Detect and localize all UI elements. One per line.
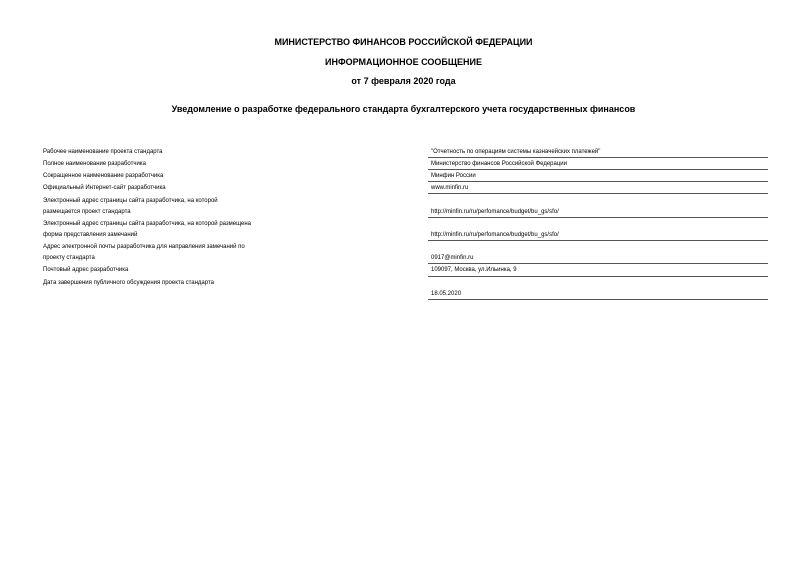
- row-label: Полное наименование разработчика: [43, 161, 146, 167]
- row-divider: [428, 276, 768, 277]
- row-divider: [428, 157, 768, 158]
- row-value: 109097, Москва, ул.Ильинка, 9: [431, 267, 517, 273]
- row-value: 0917@minfin.ru: [431, 255, 474, 261]
- row-label: Электронный адрес страницы сайта разработчика, на которой размещается проект стандарта: [43, 198, 218, 215]
- row-value: Минфин России: [431, 173, 476, 179]
- row-divider: [428, 240, 768, 241]
- ministry-title: МИНИСТЕРСТВО ФИНАНСОВ РОССИЙСКОЙ ФЕДЕРАЦИИ: [274, 37, 533, 47]
- row-divider: [428, 181, 768, 182]
- row-value: "Отчетность по операциям системы казначейских платежей": [431, 149, 601, 155]
- row-value: http://minfin.ru/ru/perfomance/budget/bu_gs/sfo/: [431, 209, 559, 215]
- row-label: Почтовый адрес разработчика: [43, 267, 129, 273]
- row-label: Электронный адрес страницы сайта разработчика, на которой размещена форма представления замечаний: [43, 221, 252, 238]
- document-date: от 7 февраля 2020 года: [351, 76, 456, 86]
- row-label: Дата завершения публичного обсуждения проекта стандарта: [43, 280, 214, 286]
- row-value: http://minfin.ru/ru/perfomance/budget/bu_gs/sfo/: [431, 232, 559, 238]
- row-label: Адрес электронной почты разработчика для направления замечаний по проекту стандарта: [43, 244, 245, 261]
- row-value: Министерство финансов Российской Федерации: [431, 161, 567, 167]
- row-divider: [428, 217, 768, 218]
- row-divider: [428, 299, 768, 300]
- row-value: 18.05.2020: [431, 291, 462, 297]
- row-divider: [428, 169, 768, 170]
- row-label: Рабочее наименование проекта стандарта: [43, 149, 163, 155]
- row-divider: [428, 193, 768, 194]
- row-label: Официальный Интернет-сайт разработчика: [43, 185, 166, 191]
- row-divider: [428, 263, 768, 264]
- row-value: www.minfin.ru: [431, 185, 469, 191]
- document-subject: Уведомление о разработке федерального стандарта бухгалтерского учета государственных финансов: [171, 104, 636, 114]
- row-label: Сокращенное наименование разработчика: [43, 173, 164, 179]
- document-type: ИНФОРМАЦИОННОЕ СООБЩЕНИЕ: [325, 57, 482, 67]
